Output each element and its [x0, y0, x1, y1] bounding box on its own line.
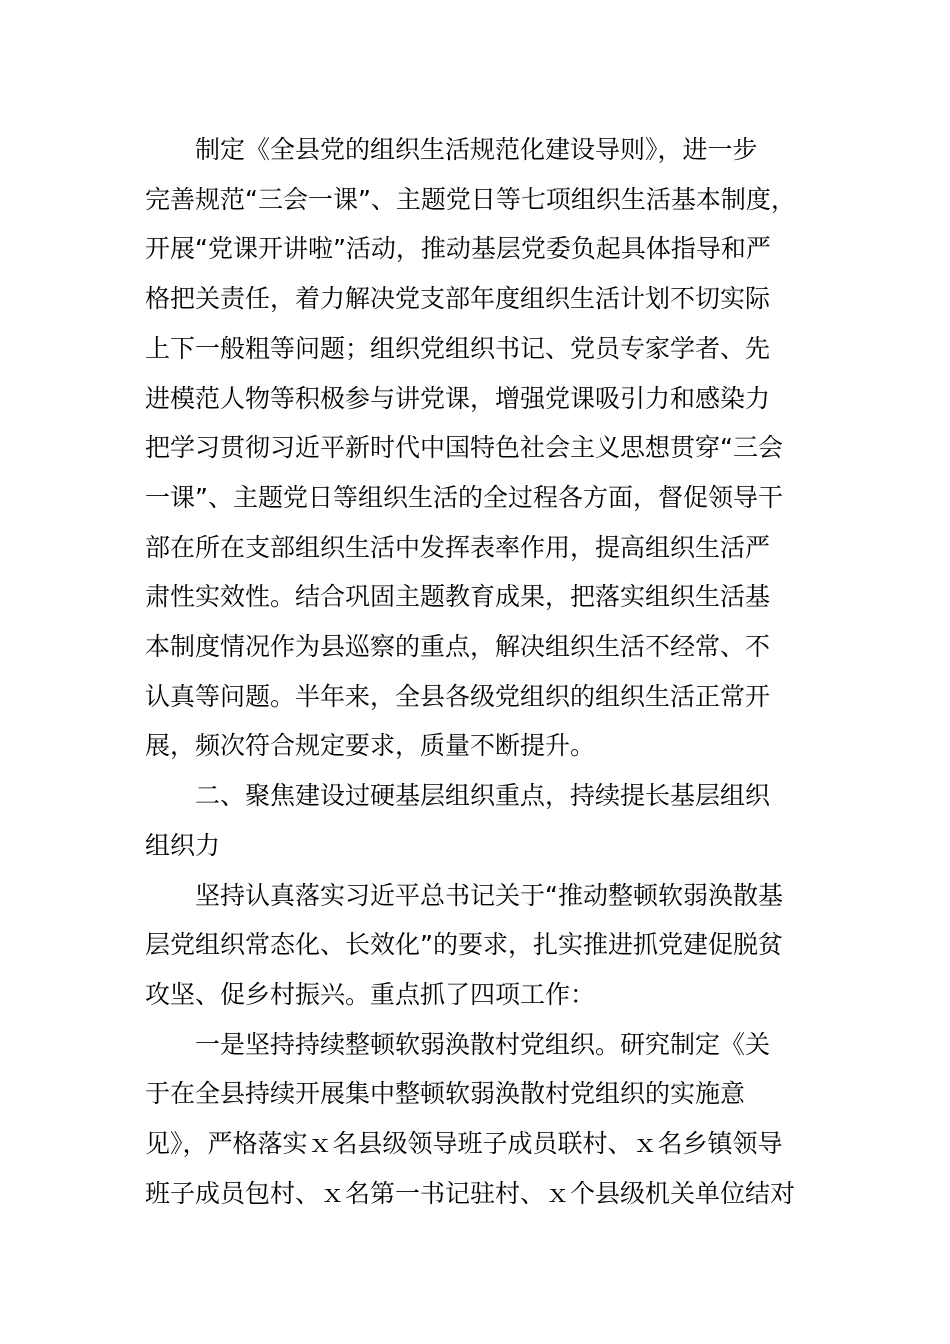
text-line: 本制度情况作为县巡察的重点，解决组织生活不经常、不: [145, 632, 771, 661]
text-line: 制定《全县党的组织生活规范化建设导则》，进一步: [195, 135, 758, 164]
text-line: 层党组织常态化、长效化”的要求，扎实推进抓党建促脱贫: [145, 930, 783, 960]
text-line: 见》，严格落实ｘ名县级领导班子成员联村、ｘ名乡镇领导: [145, 1129, 783, 1158]
text-line: 展，频次符合规定要求，质量不断提升。: [145, 731, 596, 761]
text-line: 二、聚焦建设过硬基层组织重点，持续提长基层组织: [195, 781, 771, 811]
text-line: 一是坚持持续整顿软弱涣散村党组织。研究制定《关: [195, 1029, 771, 1059]
text-line: 完善规范“三会一课”、主题党日等七项组织生活基本制度，: [145, 184, 796, 214]
text-line: 坚持认真落实习近平总书记关于“推动整顿软弱涣散基: [195, 880, 783, 910]
text-line: 班子成员包村、ｘ名第一书记驻村、ｘ个县级机关单位结对: [145, 1178, 796, 1208]
text-line: 开展“党课开讲啦”活动，推动基层党委负起具体指导和严: [145, 234, 771, 264]
text-line: 上下一般粗等问题；组织党组织书记、党员专家学者、先: [145, 333, 771, 363]
text-line: 组织力: [145, 830, 221, 860]
text-line: 把学习贯彻习近平新时代中国特色社会主义思想贯穿“三会: [145, 433, 783, 463]
text-line: 格把关责任，着力解决党支部年度组织生活计划不切实际: [145, 284, 771, 314]
text-line: 部在所在支部组织生活中发挥表率作用，提高组织生活严: [145, 532, 771, 562]
text-line: 攻坚、促乡村振兴。重点抓了四项工作：: [145, 979, 596, 1009]
text-line: 一课”、主题党日等组织生活的全过程各方面，督促领导干: [145, 482, 783, 512]
text-line: 肃性实效性。结合巩固主题教育成果，把落实组织生活基: [145, 582, 771, 612]
text-line: 认真等问题。半年来，全县各级党组织的组织生活正常开: [145, 681, 771, 711]
text-line: 于在全县持续开展集中整顿软弱涣散村党组织的实施意: [145, 1079, 746, 1109]
text-line: 进模范人物等积极参与讲党课，增强党课吸引力和感染力: [145, 383, 771, 413]
